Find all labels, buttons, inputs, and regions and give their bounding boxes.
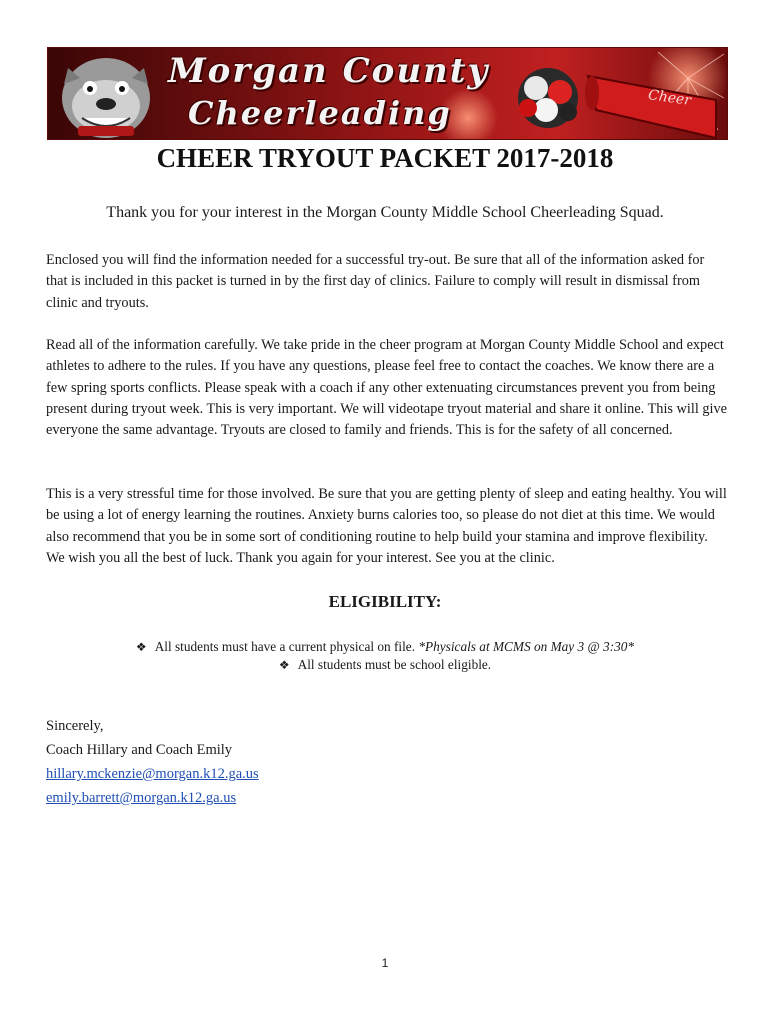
- banner-title-line1: Morgan County: [168, 51, 490, 91]
- paragraph-enclosed-info: Enclosed you will find the information needed for a successful try-out. Be sure that all of the information asked for that is included in this packet is turned in by the first day of clinics. Failure to comply will result in dismissal from clinic and tryouts.: [46, 252, 705, 311]
- page-number: 1: [381, 956, 389, 970]
- closing-block: [46, 714, 259, 810]
- page-title: CHEER TRYOUT PACKET 2017-2018: [156, 143, 614, 173]
- banner-title: [168, 50, 558, 134]
- eligibility-item: [0, 656, 770, 674]
- eligibility-item-note: *Physicals at MCMS on May 3 @ 3:30*: [418, 639, 635, 654]
- eligibility-item-text: All students must have a current physical on file.: [154, 639, 419, 654]
- eligibility-item: [0, 638, 770, 656]
- signature: Coach Hillary and Coach Emily: [46, 742, 233, 758]
- paragraph-stressful-time: This is a very stressful time for those involved. Be sure that you are getting plenty of sleep and eating healthy. You will be using a lot of energy learning the routines. Anxiety burns calories too, so please do not diet at this time. We would also recommend that you be in some sort of conditioning routine to help build your stamina and improve flexibility. We wish you all the best of luck. Thank you again for your interest. See you at the clinic.: [46, 486, 727, 566]
- bulldog-mascot-icon: [62, 58, 150, 138]
- paragraph-read-carefully: Read all of the information carefully. We take pride in the cheer program at Morgan County Middle School and expect athletes to adhere to the rules. If you have any questions, please feel free to contact the coaches. We know there are a few spring sports conflicts. Please speak with a coach if any other extenuating circumstances prevent you from being present during tryout week. This is very important. We will videotape tryout material and share it online. This will give everyone the same advantage. Tryouts are closed to family and friends. This is for the safety of all concerned.: [46, 337, 727, 439]
- eligibility-item-text: All students must be school eligible.: [297, 657, 492, 672]
- email-link-hillary[interactable]: hillary.mckenzie@morgan.k12.ga.us: [46, 766, 259, 782]
- eligibility-heading: ELIGIBILITY:: [328, 592, 442, 611]
- megaphone-label: Cheer: [647, 87, 692, 109]
- diamond-bullet-icon: ❖: [278, 658, 290, 672]
- eligibility-list: [0, 638, 770, 674]
- intro-text: Thank you for your interest in the Morgan County Middle School Cheerleading Squad.: [106, 204, 664, 221]
- header-banner: [47, 47, 728, 140]
- email-link-emily[interactable]: emily.barrett@morgan.k12.ga.us: [46, 790, 237, 806]
- salutation: Sincerely,: [46, 718, 104, 734]
- banner-title-line2: Cheerleading: [188, 94, 452, 132]
- diamond-bullet-icon: ❖: [135, 640, 147, 654]
